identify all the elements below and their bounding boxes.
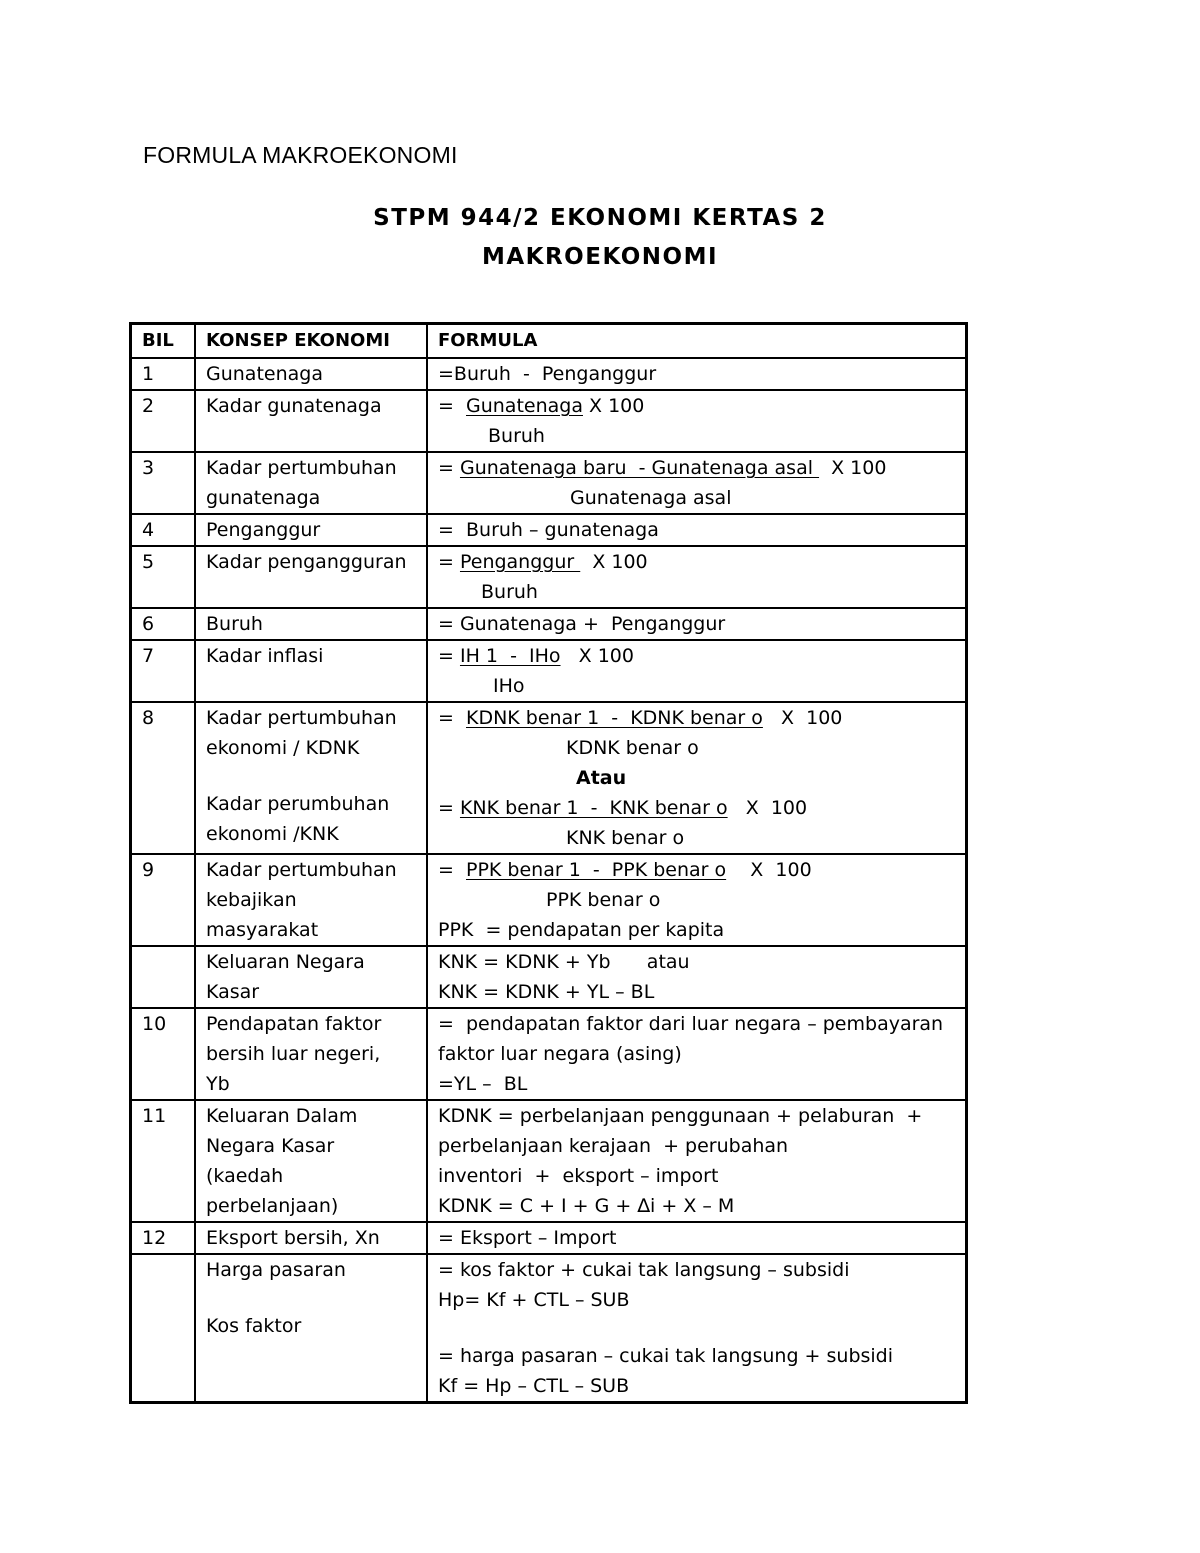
formula-line: Hp= Kf + CTL – SUB — [438, 1289, 630, 1311]
formula-fraction — [438, 703, 965, 733]
formula-text: = Gunatenaga + Penganggur — [438, 613, 726, 635]
formula-denominator: KNK benar o — [566, 827, 685, 849]
konsep-line: Negara Kasar — [206, 1135, 335, 1157]
formula-line: KNK = KDNK + Yb atau — [438, 951, 690, 973]
spacer — [206, 1341, 426, 1367]
page-header-label: FORMULA MAKROEKONOMI — [143, 142, 458, 168]
table-row — [131, 608, 967, 640]
table-row — [131, 390, 967, 452]
konsep-line: (kaedah — [206, 1165, 284, 1187]
cell-konsep — [195, 1100, 427, 1222]
cell-konsep: Kadar gunatenaga — [195, 390, 427, 452]
table-row — [131, 946, 967, 1008]
konsep-line: Kadar pertumbuhan — [206, 457, 397, 479]
cell-formula — [427, 358, 967, 390]
konsep-line: Kasar — [206, 981, 260, 1003]
cell-formula — [427, 1222, 967, 1254]
cell-konsep: Buruh — [195, 608, 427, 640]
cell-bil: 12 — [131, 1222, 196, 1254]
cell-bil: 6 — [131, 608, 196, 640]
formula-table — [129, 322, 968, 1404]
table-row — [131, 702, 967, 854]
cell-bil: 11 — [131, 1100, 196, 1222]
formula-line: KDNK = perbelanjaan penggunaan + pelaburan + — [438, 1105, 923, 1127]
formula-numerator: Gunatenaga baru - Gunatenaga asal — [459, 457, 820, 479]
cell-formula — [427, 514, 967, 546]
konsep-line: Yb — [206, 1073, 230, 1095]
cell-bil: 2 — [131, 390, 196, 452]
table-row — [131, 452, 967, 514]
table-header-row — [131, 324, 967, 359]
konsep-line: masyarakat — [206, 919, 319, 941]
cell-bil: 10 — [131, 1008, 196, 1100]
formula-numerator: IH 1 - IHo — [459, 645, 561, 667]
formula-line: = kos faktor + cukai tak langsung – subsidi — [438, 1259, 850, 1281]
formula-multiplier: X 100 — [727, 797, 808, 819]
cell-formula — [427, 946, 967, 1008]
formula-line: faktor luar negara (asing) — [438, 1043, 682, 1065]
cell-formula — [427, 546, 967, 608]
formula-multiplier: X 100 — [762, 707, 843, 729]
formula-text: = Eksport – Import — [438, 1227, 617, 1249]
konsep-line: bersih luar negeri, — [206, 1043, 381, 1065]
table-row — [131, 1222, 967, 1254]
formula-multiplier: X 100 — [580, 551, 648, 573]
formula-denominator: Gunatenaga asal — [570, 487, 732, 509]
konsep-line: Pendapatan faktor — [206, 1013, 382, 1035]
cell-konsep: Gunatenaga — [195, 358, 427, 390]
formula-line: inventori + eksport – import — [438, 1165, 719, 1187]
header-bil: BIL — [131, 324, 196, 359]
cell-konsep — [195, 1008, 427, 1100]
table-row — [131, 1100, 967, 1222]
konsep-line: Keluaran Negara — [206, 951, 365, 973]
konsep-line: Harga pasaran — [206, 1259, 346, 1281]
formula-fraction — [438, 453, 965, 483]
header-konsep: KONSEP EKONOMI — [195, 324, 427, 359]
formula-line: =YL – BL — [438, 1073, 528, 1095]
cell-formula — [427, 854, 967, 946]
formula-line: KNK = KDNK + YL – BL — [438, 981, 655, 1003]
formula-numerator: KDNK benar 1 - KDNK benar o — [466, 707, 763, 729]
formula-fraction — [438, 793, 965, 823]
cell-bil: 5 — [131, 546, 196, 608]
formula-multiplier: X 100 — [582, 395, 645, 417]
formula-atau: Atau — [576, 767, 627, 789]
cell-bil: 8 — [131, 702, 196, 854]
cell-konsep: Eksport bersih, Xn — [195, 1222, 427, 1254]
table-row — [131, 546, 967, 608]
konsep-line: gunatenaga — [206, 487, 321, 509]
formula-line: = harga pasaran – cukai tak langsung + subsidi — [438, 1345, 894, 1367]
spacer — [438, 1315, 965, 1341]
formula-prefix: = — [438, 457, 460, 479]
formula-text: =Buruh - Penganggur — [438, 363, 657, 385]
formula-prefix: = — [438, 551, 460, 573]
cell-konsep: Kadar pengangguran — [195, 546, 427, 608]
cell-bil: 3 — [131, 452, 196, 514]
formula-denominator: KDNK benar o — [566, 737, 699, 759]
formula-prefix: = — [438, 797, 460, 819]
cell-formula — [427, 608, 967, 640]
formula-denominator: PPK benar o — [546, 889, 661, 911]
formula-numerator: PPK benar 1 - PPK benar o — [466, 859, 727, 881]
header-formula: FORMULA — [427, 324, 967, 359]
formula-line: Kf = Hp – CTL – SUB — [438, 1375, 630, 1397]
konsep-line: kebajikan — [206, 889, 297, 911]
table-row — [131, 514, 967, 546]
konsep-line: Keluaran Dalam — [206, 1105, 358, 1127]
formula-prefix: = — [438, 395, 466, 417]
formula-multiplier: X 100 — [726, 859, 812, 881]
cell-formula — [427, 640, 967, 702]
formula-note: PPK = pendapatan per kapita — [438, 919, 725, 941]
formula-denominator: Buruh — [481, 581, 538, 603]
formula-numerator: KNK benar 1 - KNK benar o — [459, 797, 728, 819]
cell-konsep — [195, 946, 427, 1008]
cell-bil: 1 — [131, 358, 196, 390]
formula-fraction — [438, 547, 965, 577]
formula-line: KDNK = C + I + G + ∆i + X – M — [438, 1195, 735, 1217]
spacer — [206, 1285, 426, 1311]
table-row — [131, 358, 967, 390]
cell-konsep — [195, 702, 427, 854]
cell-bil: 9 — [131, 854, 196, 946]
formula-prefix: = — [438, 645, 460, 667]
konsep-line: ekonomi /KNK — [206, 823, 339, 845]
cell-konsep: Kadar inflasi — [195, 640, 427, 702]
table-row — [131, 1254, 967, 1403]
formula-denominator: Buruh — [488, 425, 545, 447]
formula-fraction — [438, 855, 965, 885]
table-row — [131, 854, 967, 946]
cell-formula — [427, 452, 967, 514]
cell-konsep — [195, 1254, 427, 1403]
cell-bil: 7 — [131, 640, 196, 702]
konsep-line: Kos faktor — [206, 1315, 302, 1337]
formula-numerator: Penganggur — [459, 551, 581, 573]
cell-formula — [427, 702, 967, 854]
cell-bil: 4 — [131, 514, 196, 546]
formula-fraction — [438, 641, 965, 671]
konsep-line: Kadar pertumbuhan — [206, 707, 397, 729]
konsep-line: perbelanjaan) — [206, 1195, 339, 1217]
spacer — [206, 763, 426, 789]
konsep-line: ekonomi / KDNK — [206, 737, 360, 759]
cell-formula — [427, 1100, 967, 1222]
formula-fraction — [438, 391, 965, 421]
cell-konsep — [195, 452, 427, 514]
cell-bil — [131, 1254, 196, 1403]
konsep-line: Kadar perumbuhan — [206, 793, 390, 815]
konsep-line: Kadar pertumbuhan — [206, 859, 397, 881]
cell-formula — [427, 390, 967, 452]
formula-prefix: = — [438, 859, 466, 881]
formula-denominator: IHo — [493, 675, 525, 697]
cell-konsep: Penganggur — [195, 514, 427, 546]
cell-formula — [427, 1008, 967, 1100]
formula-line: perbelanjaan kerajaan + perubahan — [438, 1135, 789, 1157]
table-row — [131, 640, 967, 702]
formula-multiplier: X 100 — [819, 457, 887, 479]
formula-prefix: = — [438, 707, 466, 729]
formula-multiplier: X 100 — [560, 645, 634, 667]
cell-bil — [131, 946, 196, 1008]
cell-konsep — [195, 854, 427, 946]
table-row — [131, 1008, 967, 1100]
document-subtitle: MAKROEKONOMI — [481, 244, 719, 270]
cell-formula — [427, 1254, 967, 1403]
formula-text: = Buruh – gunatenaga — [438, 519, 659, 541]
formula-numerator: Gunatenaga — [466, 395, 583, 417]
document-title: STPM 944/2 EKONOMI KERTAS 2 — [373, 205, 827, 231]
formula-line: = pendapatan faktor dari luar negara – pembayaran — [438, 1013, 944, 1035]
